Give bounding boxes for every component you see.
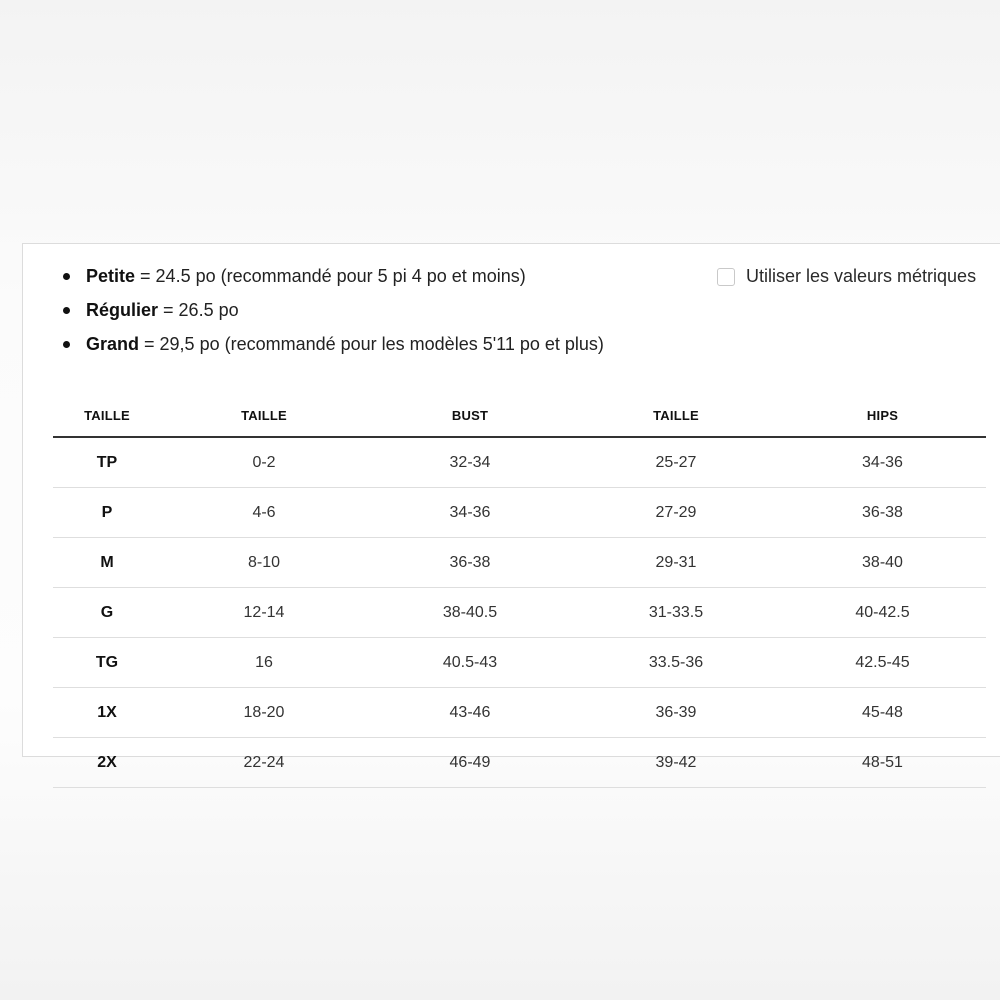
- size-code-cell: G: [53, 588, 161, 638]
- waist-cell: 29-31: [573, 538, 779, 588]
- hips-cell: 40-42.5: [779, 588, 986, 638]
- size-chart-table: [53, 394, 986, 788]
- hips-cell: 45-48: [779, 688, 986, 738]
- size-code-cell: TP: [53, 437, 161, 488]
- bust-cell: 32-34: [367, 437, 573, 488]
- header-size-number: TAILLE: [161, 394, 367, 437]
- bust-cell: 43-46: [367, 688, 573, 738]
- table-row: [53, 437, 986, 488]
- header-waist: TAILLE: [573, 394, 779, 437]
- hips-cell: 38-40: [779, 538, 986, 588]
- hips-cell: 36-38: [779, 488, 986, 538]
- table-row: [53, 488, 986, 538]
- bullet-icon: [63, 273, 70, 280]
- length-note-term: Petite: [86, 266, 136, 286]
- table-row: [53, 688, 986, 738]
- size-number-cell: 16: [161, 638, 367, 688]
- length-note-text: = 26.5 po: [158, 300, 239, 320]
- header-bust: BUST: [367, 394, 573, 437]
- hips-cell: 42.5-45: [779, 638, 986, 688]
- size-number-cell: 18-20: [161, 688, 367, 738]
- size-number-cell: 4-6: [161, 488, 367, 538]
- size-number-cell: 12-14: [161, 588, 367, 638]
- size-guide-panel: [22, 243, 1000, 771]
- bust-cell: 40.5-43: [367, 638, 573, 688]
- length-note-term: Grand: [86, 334, 140, 354]
- length-note-petite: [63, 262, 604, 296]
- hips-cell: 34-36: [779, 437, 986, 488]
- table-row: [53, 638, 986, 688]
- length-notes-list: [63, 262, 604, 364]
- length-note-text: = 24.5 po (recommandé pour 5 pi 4 po et moins): [135, 266, 526, 286]
- waist-cell: 39-42: [573, 738, 779, 788]
- table-header-row: [53, 394, 986, 437]
- size-code-cell: 1X: [53, 688, 161, 738]
- waist-cell: 33.5-36: [573, 638, 779, 688]
- size-code-cell: 2X: [53, 738, 161, 788]
- size-number-cell: 0-2: [161, 437, 367, 488]
- size-number-cell: 8-10: [161, 538, 367, 588]
- header-hips: HIPS: [779, 394, 986, 437]
- waist-cell: 36-39: [573, 688, 779, 738]
- size-code-cell: P: [53, 488, 161, 538]
- bust-cell: 38-40.5: [367, 588, 573, 638]
- table-row: [53, 538, 986, 588]
- header-size-code: TAILLE: [53, 394, 161, 437]
- length-note-regular: [63, 296, 604, 330]
- bust-cell: 34-36: [367, 488, 573, 538]
- size-code-cell: M: [53, 538, 161, 588]
- table-row: [53, 588, 986, 638]
- hips-cell: 48-51: [779, 738, 986, 788]
- table-row: [53, 738, 986, 788]
- length-note-term: Régulier: [86, 300, 159, 320]
- bust-cell: 36-38: [367, 538, 573, 588]
- size-number-cell: 22-24: [161, 738, 367, 788]
- bullet-icon: [63, 341, 70, 348]
- waist-cell: 25-27: [573, 437, 779, 488]
- bullet-icon: [63, 307, 70, 314]
- waist-cell: 31-33.5: [573, 588, 779, 638]
- size-code-cell: TG: [53, 638, 161, 688]
- metric-units-checkbox[interactable]: [717, 268, 735, 286]
- metric-units-label: Utiliser les valeurs métriques: [746, 266, 977, 286]
- length-note-text: = 29,5 po (recommandé pour les modèles 5'11 po et plus): [139, 334, 604, 354]
- length-note-tall: [63, 330, 604, 364]
- metric-units-toggle[interactable]: [717, 266, 976, 287]
- waist-cell: 27-29: [573, 488, 779, 538]
- bust-cell: 46-49: [367, 738, 573, 788]
